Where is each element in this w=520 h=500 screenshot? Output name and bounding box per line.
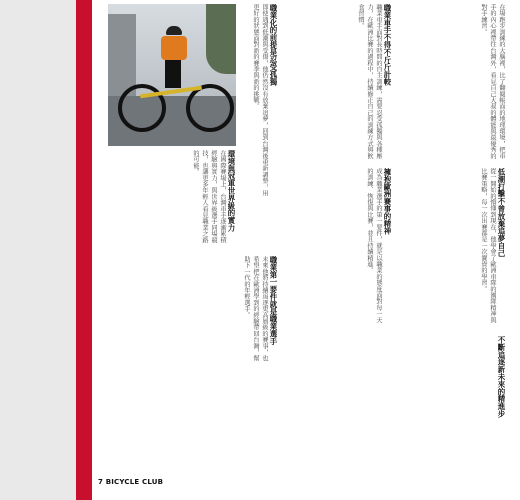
paragraph: 在場跑步訓練的大腦裡，比了翻閱帳面的地理環境，把車手的內心裡帶往台灣外，看見自己大叔的體能與最優秀的對手練習。 [480, 4, 505, 159]
text-column-1 [402, 4, 506, 164]
text-column-6 [284, 168, 392, 328]
helmet [166, 26, 182, 35]
page-number: 7 [98, 478, 104, 486]
text-column-2 [284, 4, 392, 164]
shorts [165, 60, 181, 88]
jersey [161, 36, 187, 60]
text-column-5 [402, 168, 506, 328]
red-side-bar [76, 0, 92, 500]
paragraph: 即使遇到低潮與受傷，他仍然沒有放棄追夢，回到台灣後重新調整，用更好的狀態面對新的賽季與新的挑戰。 [252, 4, 268, 197]
paragraph: 職業車手面對長時間的自主訓練，需要忍受孤獨與各種壓力，在歐洲比賽的過程中，持續修正自己的訓練方式與飲食習慣。 [357, 4, 382, 159]
section-heading: 低潮打擊不曾放棄追夢自己 [497, 168, 506, 257]
paragraph: 在國際賽場上，台灣車手逐漸累積經驗與實力，與世界級選手同場競技，也讓更多年輕人看見職業之路的可能。 [192, 150, 226, 243]
magazine-name: BICYCLE CLUB [105, 478, 164, 486]
section-heading: 環境與冠軍世界級的實力 [227, 150, 236, 232]
paragraph: 未來他將持續追逐更高層級的賽事，也希望把在歐洲學到的經驗帶回台灣，幫助下一代的年輕選手。 [243, 256, 268, 362]
section-heading: 擁抱歐洲賽事的精神 [383, 168, 392, 235]
page-footer [98, 478, 163, 486]
section-heading: 不斷追逐新未來的精進步 [497, 336, 506, 418]
section-heading: 職業化的前提是忍受孤獨 [269, 4, 278, 86]
section-heading: 職業第一要件就是職業選手 [269, 256, 278, 345]
cyclist-figure [158, 26, 188, 90]
text-column-4 [108, 150, 236, 248]
text-column-8 [402, 336, 506, 456]
text-column-7 [108, 256, 278, 366]
paragraph: 從一開始的懵懂到現在，他學會了歐洲車隊的團隊精神與比賽策略，每一次出賽都是一次寶貴的學習。 [480, 168, 496, 323]
paragraph: 成為職業選手的第一要件，就是以職業的態度面對每一天的訓練、恢復與比賽，並且持續精進。 [366, 168, 382, 323]
section-heading: 職業車手不得不斤斤計較 [383, 4, 392, 86]
